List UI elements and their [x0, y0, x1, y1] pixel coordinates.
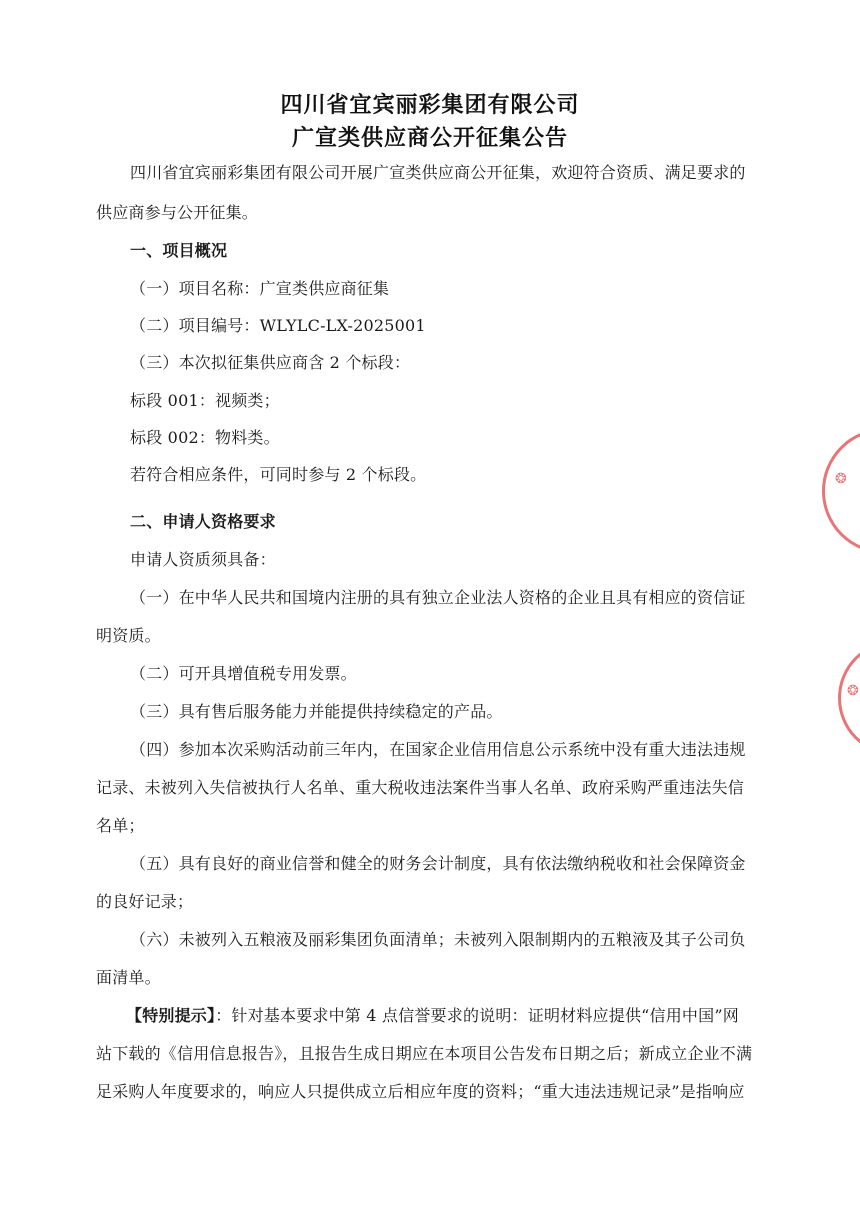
section1-heading: 一、项目概况 — [130, 241, 228, 260]
requirement-4-line1: （四）参加本次采购活动前三年内，在国家企业信用信息公示系统中没有重大违法违规 — [130, 740, 746, 759]
lot-002: 标段 002：物料类。 — [130, 428, 280, 447]
special-tip-label: 【特别提示】 — [126, 1006, 216, 1025]
intro-paragraph-line1: 四川省宜宾丽彩集团有限公司开展广宣类供应商公开征集，欢迎符合资质、满足要求的 — [130, 163, 746, 182]
document-title-line2: 广宣类供应商公开征集公告 — [291, 126, 568, 151]
requirement-3: （三）具有售后服务能力并能提供持续稳定的产品。 — [130, 702, 503, 721]
intro-paragraph-line2: 供应商参与公开征集。 — [96, 203, 259, 222]
requirement-6-line1: （六）未被列入五粮液及丽彩集团负面清单；未被列入限制期内的五粮液及其子公司负 — [130, 930, 746, 949]
requirement-1-line2: 明资质。 — [96, 626, 161, 645]
requirement-1-line1: （一）在中华人民共和国境内注册的具有独立企业法人资格的企业且具有相应的资信证 — [130, 588, 746, 607]
requirement-2: （二）可开具增值税专用发票。 — [130, 664, 357, 683]
lot-note: 若符合相应条件，可同时参与 2 个标段。 — [130, 465, 427, 484]
special-tip-line2: 站下载的《信用信息报告》，且报告生成日期应在本项目公告发布日期之后；新成立企业不满 — [96, 1044, 753, 1063]
requirement-5-line2: 的良好记录； — [96, 892, 194, 911]
document-title-line1: 四川省宜宾丽彩集团有限公司 — [280, 93, 580, 118]
section2-heading: 二、申请人资格要求 — [130, 512, 276, 531]
special-tip-line3: 足采购人年度要求的，响应人只提供成立后相应年度的资料；“重大违法违规记录”是指响应 — [96, 1082, 745, 1101]
official-seal-stamp-upper: ❂ — [822, 428, 860, 554]
special-tip-line1 — [126, 1004, 836, 1028]
requirement-6-line2: 面清单。 — [96, 968, 161, 987]
requirement-4-line2: 记录、未被列入失信被执行人名单、重大税收违法案件当事人名单、政府采购严重违法失信 — [96, 778, 745, 797]
project-name: （一）项目名称：广宣类供应商征集 — [130, 279, 390, 298]
requirement-4-line3: 名单； — [96, 816, 145, 835]
requirement-5-line1: （五）具有良好的商业信誉和健全的财务会计制度，具有依法缴纳税收和社会保障资金 — [130, 854, 746, 873]
section2-intro: 申请人资质须具备： — [130, 550, 276, 569]
official-seal-stamp-lower: ❂ — [838, 640, 860, 756]
lot-count: （三）本次拟征集供应商含 2 个标段： — [130, 353, 411, 372]
project-number: （二）项目编号：WLYLC-LX-2025001 — [130, 316, 426, 335]
lot-001: 标段 001：视频类； — [130, 391, 280, 410]
special-tip-text: ：针对基本要求中第 4 点信誉要求的说明：证明材料应提供“信用中国”网 — [215, 1006, 739, 1025]
